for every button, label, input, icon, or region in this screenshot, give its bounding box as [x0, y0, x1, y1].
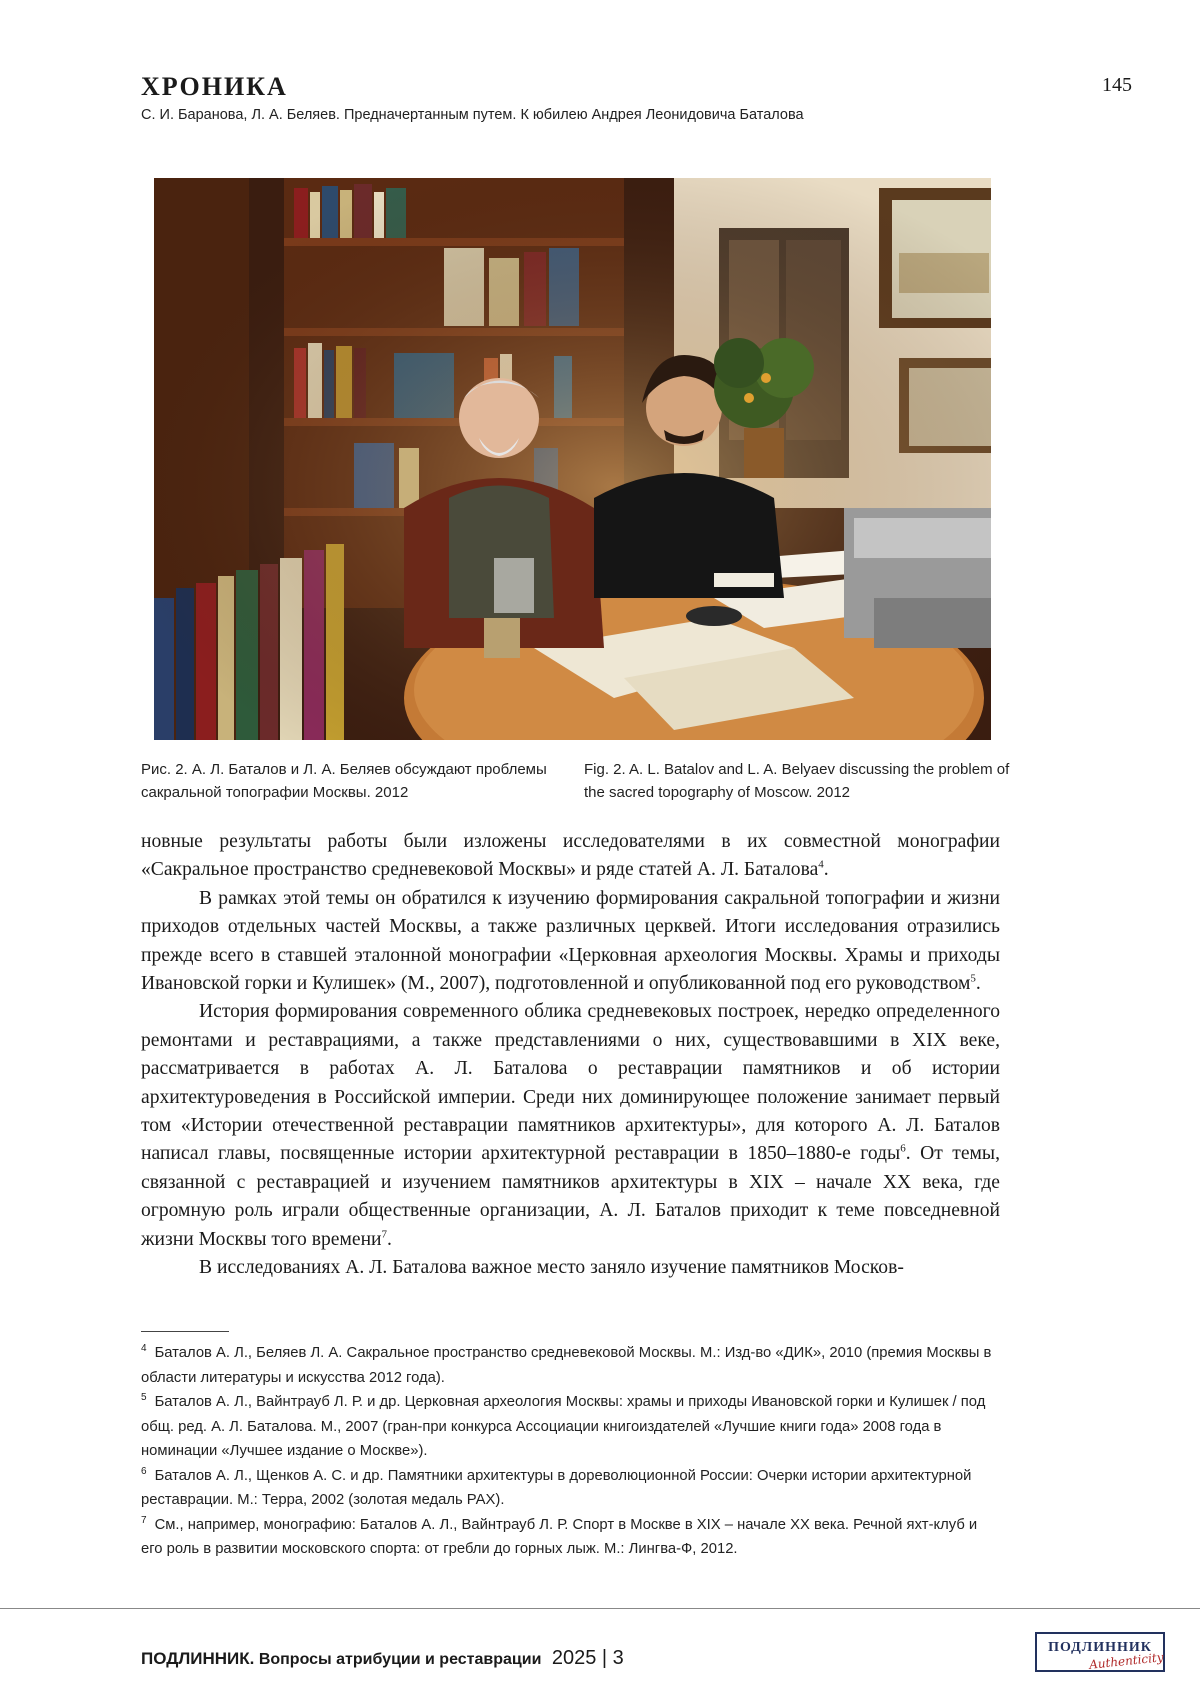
footnote-7: $^7$ См., например, монографию: Баталов А. Л., Вайнтрауб Л. Р. Спорт в Москве в XIX – начале XX века. Речной яхт-клуб и его роль в развитии московского спорта: от гребли до горных лыж. М.: Лингва-Ф, 2012.: [141, 1514, 978, 1557]
figure-photo: [154, 178, 991, 740]
issue-number: 2025 | 3: [551, 1647, 624, 1669]
footnote-separator: [141, 1331, 229, 1332]
figure-photo-illustration: [154, 178, 991, 740]
paragraph-3: История формирования современного облика средневековых построек, нередко определенного ремонтами и реставрациями, а также представлениями о них, существовавшими в XIX веке, рассматривается в работах А. Л. Баталова о реставрации памятников и об истории архитектуроведения в Российской империи. Среди них доминирующее положение занимает первый том «Истории отечественной реставрации памятников архитектуры», для которого А. Л. Баталов написал главы, посвященные истории архитектурной реставрации в 1850–1880-е годы$^6$. От темы, связанной с реставрацией и изучением памятников архитектуры в XIX – начале XX века, где огромную роль играли общественные организации, А. Л. Баталов приходит к теме повседневной жизни Москвы того времени$^7$.: [141, 1001, 1000, 1250]
logo-wordmark: ПОДЛИННИК: [1048, 1640, 1152, 1655]
logo-script: Authenticity: [1088, 1650, 1165, 1672]
footnote-ref-5[interactable]: 5: [970, 972, 976, 985]
footnote-6: $^6$ Баталов А. Л., Щенков А. С. и др. Памятники архитектуры в дореволюционной России: Очерки истории архитектурной реставрации. М.: Терра, 2002 (золотая медаль РАХ).: [141, 1465, 972, 1508]
section-title: ХРОНИКА: [141, 72, 288, 101]
footnotes: [141, 1341, 1000, 1562]
page-number: 145: [1102, 74, 1132, 96]
footer-divider: [0, 1608, 1200, 1609]
footnote-ref-7[interactable]: 7: [381, 1228, 388, 1241]
journal-subtitle: Вопросы атрибуции и реставрации: [258, 1651, 542, 1668]
footnote-ref-4[interactable]: 4: [818, 858, 824, 871]
paragraph-4: В исследованиях А. Л. Баталова важное место заняло изучение памятников Москов-: [199, 1257, 904, 1279]
footer-journal-title: [141, 1647, 624, 1670]
footnote-ref-6[interactable]: 6: [900, 1142, 906, 1155]
article-body: [141, 828, 1000, 1283]
paragraph-2: В рамках этой темы он обратился к изучению формирования сакральной топографии и жизни приходов отдельных частей Москвы, а также различных церквей. Итоги исследования отразились прежде всего в ставшей эталонной монографии «Церковная археология Москвы. Храмы и приходы Ивановской горки и Кулишек» (М., 2007), подготовленной и опубликованной под его руководством$^5$.: [141, 887, 1000, 995]
running-header: С. И. Баранова, Л. А. Беляев. Предначертанным путем. К юбилею Андрея Леонидовича Баталова: [141, 107, 804, 123]
footnote-5: $^5$ Баталов А. Л., Вайнтрауб Л. Р. и др. Церковная археология Москвы: храмы и приходы Ивановской горки и Кулишек / под общ. ред. А. Л. Баталова. М., 2007 (гран-при конкурса Ассоциации книгоиздателей «Лучшие книги года» 2008 года в номинации «Лучшее издание о Москве»).: [141, 1392, 986, 1459]
journal-logo: [1035, 1632, 1165, 1672]
figure-caption-ru: Рис. 2. А. Л. Баталов и Л. А. Беляев обсуждают проблемы сакральной топографии Москвы. 2012: [141, 761, 547, 801]
figure-caption-en: Fig. 2. A. L. Batalov and L. A. Belyaev discussing the problem of the sacred topography of Moscow. 2012: [584, 761, 1010, 801]
footnote-4: $^4$ Баталов А. Л., Беляев Л. А. Сакральное пространство средневековой Москвы. М.: Изд-во «ДИК», 2010 (премия Москвы в области литературы и искусства 2012 года).: [141, 1343, 992, 1386]
paragraph-1: новные результаты работы были изложены исследователями в их совместной монографии «Сакральное пространство средневековой Москвы» и ряде статей А. Л. Баталова$^4$.: [141, 831, 1000, 881]
journal-name: ПОДЛИННИК.: [141, 1649, 255, 1668]
